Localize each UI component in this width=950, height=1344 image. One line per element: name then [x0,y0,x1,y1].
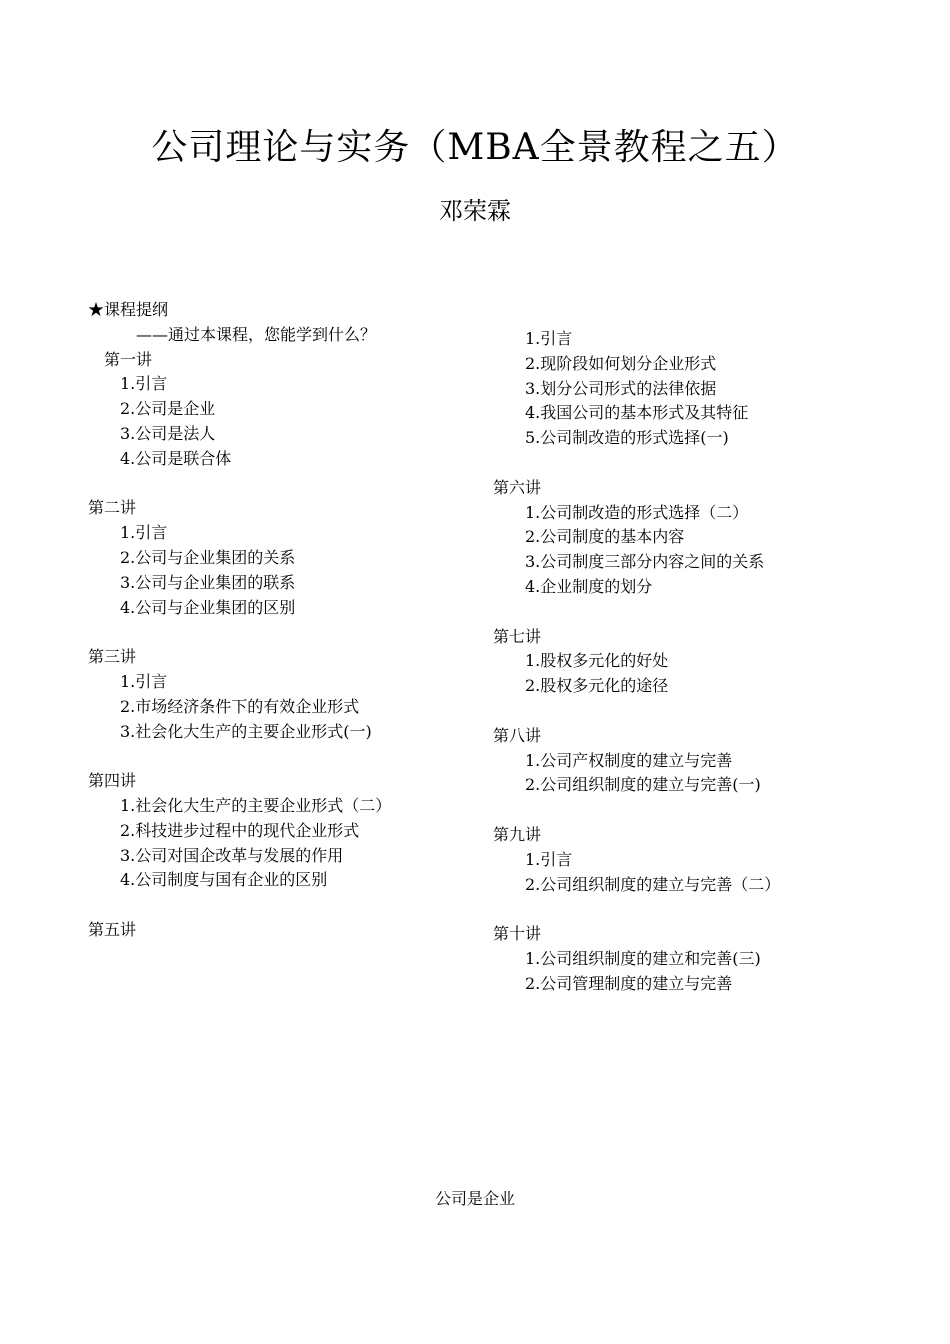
spacer [88,620,488,645]
lecture-2-item-3: 3.公司与企业集团的联系 [120,572,296,592]
syllabus-right-column [493,327,933,997]
lecture-8-title: 第八讲 [493,725,542,745]
lecture-6-title: 第六讲 [493,477,542,497]
lecture-4-item-3: 3.公司对国企改革与发展的作用 [120,845,344,865]
spacer [493,798,933,823]
lecture-9-item-2: 2.公司组织制度的建立与完善（二） [525,874,781,894]
lecture-1-item-1: 1.引言 [120,374,168,394]
lecture-6-item-2: 2.公司制度的基本内容 [525,527,685,547]
author-name: 邓荣霖 [439,197,511,225]
lecture-10-item-2: 2.公司管理制度的建立与完善 [525,973,733,993]
lecture-3-item-3: 3.社会化大生产的主要企业形式(一) [120,721,372,741]
section-heading: 公司是企业 [434,1189,515,1208]
document-title: 公司理论与实务（MBA全景教程之五） [151,127,799,168]
lecture-8-item-2: 2.公司组织制度的建立与完善(一) [525,775,761,795]
lecture-8-item-1: 1.公司产权制度的建立与完善 [525,750,733,770]
spacer [493,600,933,625]
lecture-5-item-5: 5.公司制改造的形式选择(一) [525,428,729,448]
lecture-5-item-3: 3.划分公司形式的法律依据 [525,378,717,398]
spacer [493,897,933,922]
lecture-7-item-2: 2.股权多元化的途径 [525,676,669,696]
lecture-4-item-2: 2.科技进步过程中的现代企业形式 [120,820,360,840]
lecture-7-title: 第七讲 [493,626,542,646]
lecture-1-title: 第一讲 [104,349,153,369]
lecture-3-item-2: 2.市场经济条件下的有效企业形式 [120,696,360,716]
lecture-5-item-1: 1.引言 [525,329,573,348]
lecture-3-item-1: 1.引言 [120,671,168,691]
spacer [88,893,488,918]
lecture-2-title: 第二讲 [88,498,137,518]
syllabus-left-column [88,298,488,943]
lecture-2-item-1: 1.引言 [120,523,168,543]
lecture-2-item-4: 4.公司与企业集团的区别 [120,597,296,617]
lecture-4-title: 第四讲 [88,771,137,791]
lecture-5-item-4: 4.我国公司的基本形式及其特征 [525,403,749,423]
lecture-6-item-4: 4.企业制度的划分 [525,576,653,596]
lecture-1-item-3: 3.公司是法人 [120,423,216,443]
lecture-9-title: 第九讲 [493,824,542,844]
lecture-6-item-1: 1.公司制改造的形式选择（二） [525,502,749,522]
spacer [493,699,933,724]
lecture-10-item-1: 1.公司组织制度的建立和完善(三) [525,948,761,968]
lecture-9-item-1: 1.引言 [525,849,573,869]
spacer [88,744,488,769]
spacer [88,472,488,497]
syllabus-heading: ★课程提纲 [88,300,169,319]
syllabus-subtitle: ——通过本课程，您能学到什么？ [136,324,377,344]
lecture-5-item-2: 2.现阶段如何划分企业形式 [525,353,717,373]
lecture-1-item-4: 4.公司是联合体 [120,448,232,468]
lecture-5-title: 第五讲 [88,919,137,939]
lecture-2-item-2: 2.公司与企业集团的关系 [120,547,296,567]
lecture-6-item-3: 3.公司制度三部分内容之间的关系 [525,552,765,572]
spacer [493,451,933,476]
lecture-7-item-1: 1.股权多元化的好处 [525,651,669,671]
lecture-3-title: 第三讲 [88,647,137,667]
lecture-1-item-2: 2.公司是企业 [120,399,216,419]
lecture-10-title: 第十讲 [493,924,542,944]
lecture-4-item-4: 4.公司制度与国有企业的区别 [120,870,328,890]
lecture-4-item-1: 1.社会化大生产的主要企业形式（二） [120,795,392,815]
